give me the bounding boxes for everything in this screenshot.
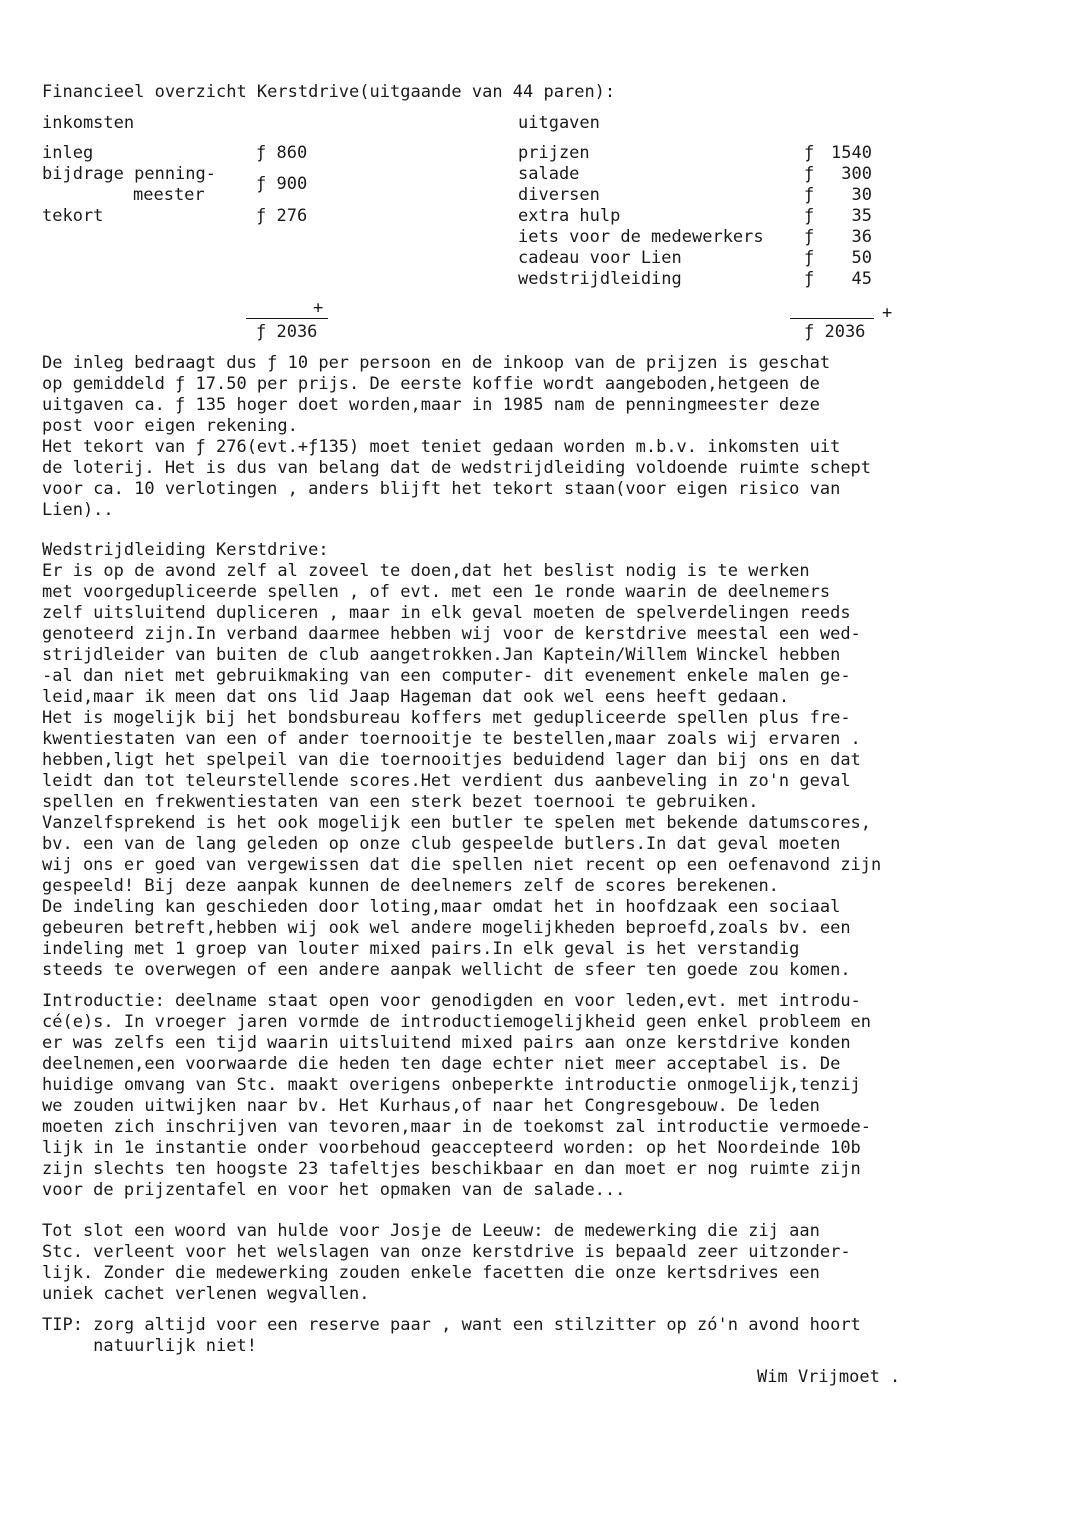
text-line: leid,maar ik meen dat ons lid Jaap Hageman dat ook wel eens heeft gedaan.	[42, 687, 790, 707]
text-line: hebben,ligt het spelpeil van die toernooitjes beduidend lager dan bij ons en dat	[42, 750, 861, 770]
text-line: Het tekort van ƒ 276(evt.+ƒ135) moet teniet gedaan worden m.b.v. inkomsten uit	[42, 437, 841, 457]
expense-label: cadeau voor Lien	[518, 248, 682, 268]
text-line: gebeuren betreft,hebben wij ook wel andere mogelijkheden beproefd,zoals bv. een	[42, 918, 851, 938]
text-line: Het is mogelijk bij het bondsbureau koffers met gedupliceerde spellen plus fre-	[42, 708, 851, 728]
text-line: Introductie: deelname staat open voor genodigden en voor leden,evt. met introdu-	[42, 991, 861, 1011]
expense-value: 300	[841, 164, 872, 184]
text-line: indeling met 1 groep van louter mixed pairs.In elk geval is het verstandig	[42, 939, 800, 959]
text-line: spellen en frekwentiestaten van een sterk bezet toernooi te gebruiken.	[42, 792, 759, 812]
expenses-heading: uitgaven	[518, 113, 600, 133]
expense-value: 36	[851, 227, 872, 247]
text-line: De inleg bedraagt dus ƒ 10 per persoon en de inkoop van de prijzen is geschat	[42, 353, 831, 373]
text-line: zelf uitsluitend dupliceren , maar in elk geval moeten de spelverdelingen reeds	[42, 603, 851, 623]
text-line: met voorgedupliceerde spellen , of evt. met een 1e ronde waarin de deelnemers	[42, 582, 831, 602]
text-line: uitgaven ca. ƒ 135 hoger doet worden,maar in 1985 nam de penningmeester deze	[42, 395, 820, 415]
document-title: Financieel overzicht Kerstdrive(uitgaande van 44 paren):	[42, 82, 616, 102]
text-line: post voor eigen rekening.	[42, 416, 298, 436]
expense-label: prijzen	[518, 143, 590, 163]
expense-value: 1540	[831, 143, 872, 163]
income-total: ƒ 2036	[256, 322, 318, 342]
text-line: Stc. verleent voor het welslagen van onze kerstdrive is bepaald zeer uitzonder-	[42, 1242, 851, 1262]
text-line: De indeling kan geschieden door loting,maar omdat het in hoofdzaak een sociaal	[42, 897, 841, 917]
text-line: lijk. Zonder die medewerking zouden enkele facetten die onze kertsdrives een	[42, 1263, 820, 1283]
text-line: bv. een van de lang geleden op onze club gespeelde butlers.In dat geval moeten	[42, 834, 841, 854]
expense-label: diversen	[518, 185, 600, 205]
text-line: -al dan niet met gebruikmaking van een computer- dit evenement enkele malen ge-	[42, 666, 851, 686]
expenses-plus-sign: +	[882, 303, 893, 323]
income-amount-tekort: ƒ 276	[256, 206, 308, 226]
expense-currency: ƒ	[804, 164, 815, 184]
text-line: steeds te overwegen of een andere aanpak wellicht de sfeer ten goede zou komen.	[42, 960, 851, 980]
text-line: er was zelfs een tijd waarin uitsluitend mixed pairs aan onze kerstdrive konden	[42, 1033, 851, 1053]
expense-currency: ƒ	[804, 185, 815, 205]
expense-value: 50	[851, 248, 872, 268]
income-label-tekort: tekort	[42, 206, 104, 226]
expense-label: salade	[518, 164, 580, 184]
text-line: Tot slot een woord van hulde voor Josje de Leeuw: de medewerking die zij aan	[42, 1221, 820, 1241]
expense-label: iets voor de medewerkers	[518, 227, 764, 247]
text-line: Lien)..	[42, 500, 114, 520]
text-line: deelnemen,een voorwaarde die heden ten dage echter niet meer acceptabel is. De	[42, 1054, 841, 1074]
expense-value: 45	[851, 269, 872, 289]
text-line: kwentiestaten van een of ander toernooitje te bestellen,maar zoals wij ervaren .	[42, 729, 861, 749]
expense-label: extra hulp	[518, 206, 621, 226]
expense-currency: ƒ	[804, 269, 815, 289]
text-line: moeten zich inschrijven van tevoren,maar in de toekomst zal introductie vermoede-	[42, 1117, 872, 1137]
text-line: wij ons er goed van vergewissen dat die spellen niet recent op een oefenavond zijn	[42, 855, 882, 875]
text-line: we zouden uitwijken naar bv. Het Kurhaus,of naar het Congresgebouw. De leden	[42, 1096, 820, 1116]
text-line: genoteerd zijn.In verband daarmee hebben wij voor de kerstdrive meestal een wed-	[42, 624, 861, 644]
expense-currency: ƒ	[804, 143, 815, 163]
text-line: zijn slechts ten hoogste 23 tafeltjes beschikbaar en dan moet er nog ruimte zijn	[42, 1159, 861, 1179]
income-heading: inkomsten	[42, 113, 135, 133]
text-line: gespeeld! Bij deze aanpak kunnen de deelnemers zelf de scores berekenen.	[42, 876, 779, 896]
expense-label: wedstrijdleiding	[518, 269, 682, 289]
income-label-inleg: inleg	[42, 143, 94, 163]
text-line: uniek cachet verlenen wegvallen.	[42, 1284, 370, 1304]
text-line: huidige omvang van Stc. maakt overigens onbeperkte introductie onmogelijk,tenzij	[42, 1075, 861, 1095]
text-line: lijk in 1e instantie onder voorbehoud geaccepteerd worden: op het Noordeinde 10b	[42, 1138, 861, 1158]
text-line: strijdleider van buiten de club aangetrokken.Jan Kaptein/Willem Winckel hebben	[42, 645, 841, 665]
expenses-total: ƒ 2036	[804, 322, 866, 342]
text-line: voor ca. 10 verlotingen , anders blijft het tekort staan(voor eigen risico van	[42, 479, 841, 499]
text-line: natuurlijk niet!	[42, 1336, 257, 1356]
text-line: Vanzelfsprekend is het ook mogelijk een butler te spelen met bekende datumscores,	[42, 813, 872, 833]
section-heading: Wedstrijdleiding Kerstdrive:	[42, 540, 329, 560]
expense-value: 30	[851, 185, 872, 205]
text-line: Er is op de avond zelf al zoveel te doen,dat het beslist nodig is te werken	[42, 561, 810, 581]
text-line: op gemiddeld ƒ 17.50 per prijs. De eerste koffie wordt aangeboden,hetgeen de	[42, 374, 820, 394]
signature: Wim Vrijmoet .	[757, 1367, 901, 1387]
text-line: cé(e)s. In vroeger jaren vormde de introductiemogelijkheid geen enkel probleem en	[42, 1012, 872, 1032]
expense-currency: ƒ	[804, 248, 815, 268]
expenses-sum-rule	[790, 318, 874, 319]
expense-value: 35	[851, 206, 872, 226]
text-line: leidt dan tot teleurstellende scores.Het verdient dus aanbeveling in zo'n geval	[42, 771, 851, 791]
text-line: voor de prijzentafel en voor het opmaken van de salade...	[42, 1180, 626, 1200]
text-line: de loterij. Het is dus van belang dat de wedstrijdleiding voldoende ruimte schept	[42, 458, 872, 478]
income-label-bijdrage: bijdrage penning-	[42, 164, 216, 184]
income-sum-rule	[246, 318, 328, 319]
expense-currency: ƒ	[804, 227, 815, 247]
income-label-bijdrage-2: meester	[133, 185, 205, 205]
expense-currency: ƒ	[804, 206, 815, 226]
income-plus-sign: +	[313, 298, 324, 318]
income-amount-bijdrage: ƒ 900	[256, 174, 308, 194]
income-amount-inleg: ƒ 860	[256, 143, 308, 163]
text-line: TIP: zorg altijd voor een reserve paar , want een stilzitter op zó'n avond hoort	[42, 1315, 861, 1335]
